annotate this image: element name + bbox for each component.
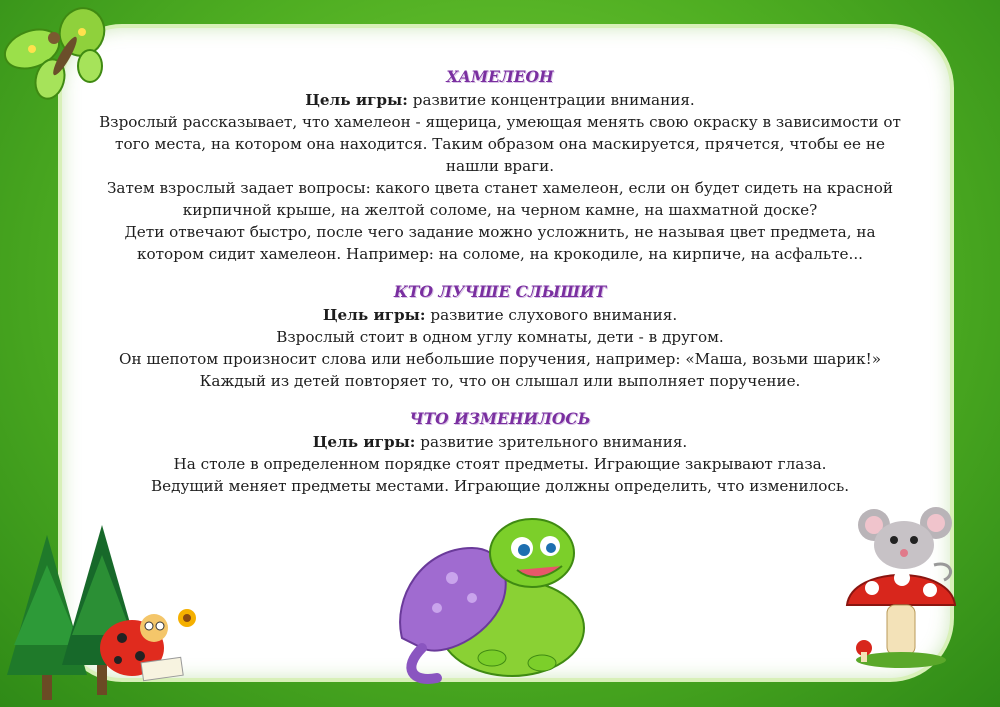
game-title: ХАМЕЛЕОН bbox=[446, 67, 554, 86]
description-line: Затем взрослый задает вопросы: какого цвета станет хамелеон, если он будет сидеть на красной bbox=[106, 179, 894, 197]
description-line: Каждый из детей повторяет то, что он слышал или выполняет поручение. bbox=[199, 372, 801, 390]
game-goal bbox=[62, 431, 938, 453]
description-line: нашли враги. bbox=[445, 157, 555, 175]
goal-label: Цель игры: bbox=[322, 306, 426, 324]
description-line: котором сидит хамелеон. Например: на соломе, на крокодиле, на кирпиче, на асфальте... bbox=[137, 245, 863, 263]
description-line: На столе в определенном порядке стоят предметы. Играющие закрывают глаза. bbox=[173, 455, 827, 473]
game-section-chameleon bbox=[62, 66, 938, 265]
mushroom-icon bbox=[842, 560, 960, 670]
chameleon-icon bbox=[382, 508, 592, 688]
game-goal bbox=[62, 89, 938, 111]
description-line: Взрослый стоит в одном углу комнаты, дети - в другом. bbox=[276, 328, 724, 346]
games-text bbox=[62, 66, 938, 513]
goal-label: Цель игры: bbox=[312, 433, 416, 451]
goal-text: развитие зрительного внимания. bbox=[420, 433, 688, 451]
description-line: Дети отвечают быстро, после чего задание можно усложнить, не называя цвет предмета, на bbox=[124, 223, 876, 241]
description-line: Взрослый рассказывает, что хамелеон - ящерица, умеющая менять свою окраску в зависимости от bbox=[99, 113, 901, 131]
game-goal bbox=[62, 304, 938, 326]
goal-text: развитие слухового внимания. bbox=[430, 306, 678, 324]
ladybug-icon bbox=[92, 598, 202, 688]
game-title: ЧТО ИЗМЕНИЛОСЬ bbox=[409, 409, 591, 428]
game-title: КТО ЛУЧШЕ СЛЫШИТ bbox=[393, 282, 607, 301]
description-line: Он шепотом произносит слова или небольшие поручения, например: «Маша, возьми шарик!» bbox=[119, 350, 881, 368]
game-section-who-hears-better bbox=[62, 281, 938, 392]
goal-text: развитие концентрации внимания. bbox=[412, 91, 695, 109]
game-section-what-changed bbox=[62, 408, 938, 497]
description-line: Ведущий меняет предметы местами. Играющие должны определить, что изменилось. bbox=[150, 477, 850, 495]
goal-label: Цель игры: bbox=[305, 91, 408, 109]
description-line: кирпичной крыше, на желтой соломе, на черном камне, на шахматной доске? bbox=[182, 201, 818, 219]
description-line: того места, на котором она находится. Таким образом она маскируется, прячется, чтобы ее не bbox=[115, 135, 885, 153]
